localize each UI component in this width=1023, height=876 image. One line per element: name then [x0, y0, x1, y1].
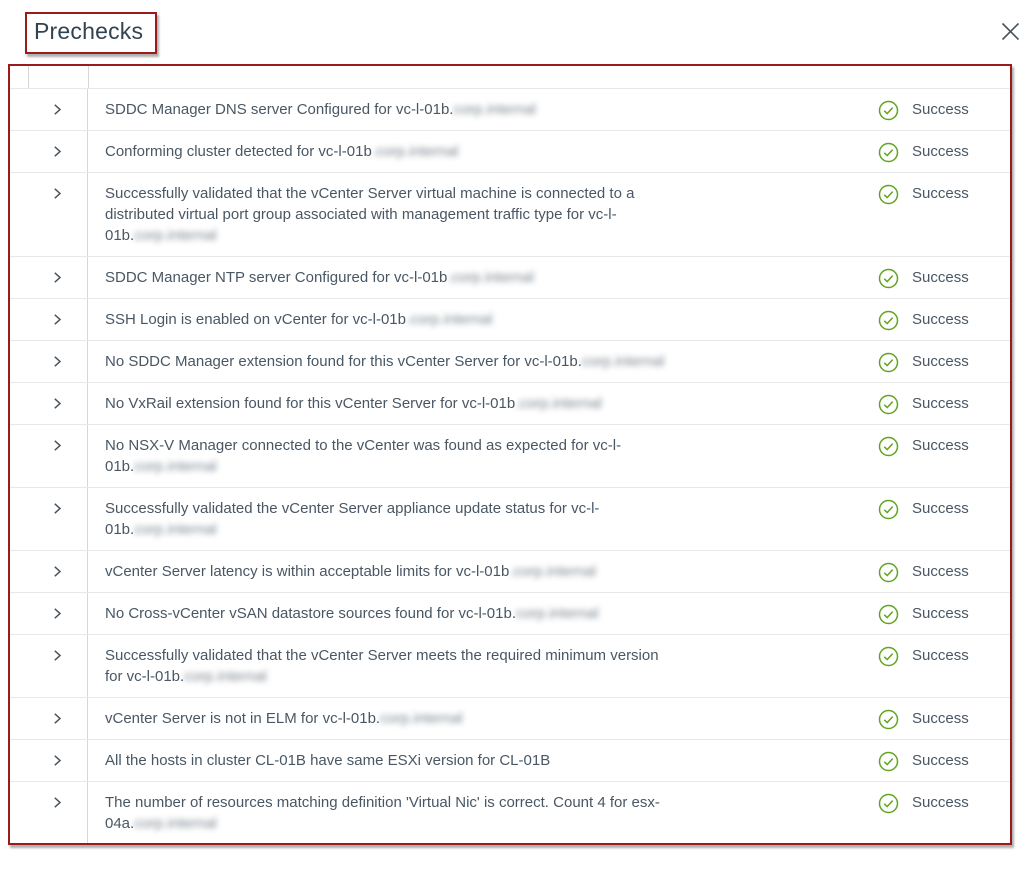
expand-row-button[interactable] [10, 299, 88, 340]
precheck-description: SDDC Manager DNS server Configured for vc-l-01b.corp.internal [105, 101, 537, 118]
precheck-status [878, 551, 1010, 592]
success-icon [878, 310, 899, 331]
precheck-status [878, 698, 1010, 739]
precheck-row [10, 131, 1010, 173]
status-label: Success [912, 101, 969, 118]
redacted-domain: corp.internal [380, 710, 463, 727]
redacted-domain: .corp.internal [509, 563, 597, 580]
precheck-status [878, 635, 1010, 697]
status-label: Success [912, 605, 969, 622]
precheck-row [10, 740, 1010, 782]
status-label: Success [912, 794, 969, 811]
expand-row-button[interactable] [10, 593, 88, 634]
column-divider [28, 66, 29, 88]
precheck-description: Successfully validated that the vCenter Server virtual machine is connected to a distributed virtual port group associated with management traffic type for vc-l- 01b.corp.internal [105, 185, 635, 244]
status-label: Success [912, 563, 969, 580]
status-label: Success [912, 311, 969, 328]
success-icon [878, 709, 899, 730]
expand-row-button[interactable] [10, 89, 88, 130]
status-label: Success [912, 143, 969, 160]
success-icon [878, 268, 899, 289]
close-button[interactable] [998, 19, 1022, 43]
success-icon [878, 646, 899, 667]
title-annotation-box [25, 12, 157, 54]
status-label: Success [912, 647, 969, 664]
status-label: Success [912, 500, 969, 517]
column-divider [88, 66, 89, 88]
precheck-description: vCenter Server latency is within acceptable limits for vc-l-01b.corp.internal [105, 563, 597, 580]
status-label: Success [912, 710, 969, 727]
precheck-status [878, 740, 1010, 781]
precheck-description: No Cross-vCenter vSAN datastore sources found for vc-l-01b.corp.internal [105, 605, 599, 622]
success-icon [878, 394, 899, 415]
redacted-domain: corp.internal [134, 458, 217, 475]
status-label: Success [912, 395, 969, 412]
chevron-right-icon [51, 796, 63, 809]
chevron-right-icon [51, 439, 63, 452]
success-icon [878, 184, 899, 205]
dialog-title: Prechecks [34, 18, 144, 44]
chevron-right-icon [51, 712, 63, 725]
chevron-right-icon [51, 355, 63, 368]
chevron-right-icon [51, 397, 63, 410]
precheck-description: No NSX-V Manager connected to the vCenter was found as expected for vc-l- 01b.corp.internal [105, 437, 622, 475]
close-icon [1001, 22, 1020, 41]
precheck-status [878, 131, 1010, 172]
redacted-domain: corp.internal [134, 521, 217, 538]
precheck-status [878, 299, 1010, 340]
chevron-right-icon [51, 103, 63, 116]
success-icon [878, 562, 899, 583]
precheck-description: Conforming cluster detected for vc-l-01b.corp.internal [105, 143, 459, 160]
precheck-status [878, 488, 1010, 550]
chevron-right-icon [51, 187, 63, 200]
precheck-description: All the hosts in cluster CL-01B have same ESXi version for CL-01B [105, 752, 551, 769]
success-icon [878, 604, 899, 625]
precheck-row [10, 173, 1010, 257]
precheck-row [10, 383, 1010, 425]
precheck-row [10, 257, 1010, 299]
redacted-domain: corp.internal [184, 668, 267, 685]
expand-row-button[interactable] [10, 425, 88, 487]
precheck-description: The number of resources matching definition 'Virtual Nic' is correct. Count 4 for esx- 04a.corp.internal [105, 794, 660, 832]
chevron-right-icon [51, 649, 63, 662]
expand-row-button[interactable] [10, 341, 88, 382]
precheck-row [10, 299, 1010, 341]
redacted-domain: corp.internal [134, 815, 217, 832]
redacted-domain: corp.internal [516, 605, 599, 622]
precheck-status [878, 593, 1010, 634]
expand-row-button[interactable] [10, 383, 88, 424]
expand-row-button[interactable] [10, 173, 88, 256]
redacted-domain: .corp.internal [515, 395, 602, 412]
partial-row-sliver [10, 66, 1010, 89]
precheck-row [10, 89, 1010, 131]
success-icon [878, 436, 899, 457]
precheck-description: No SDDC Manager extension found for this vCenter Server for vc-l-01b.corp.internal [105, 353, 665, 370]
status-label: Success [912, 437, 969, 454]
redacted-domain: corp.internal [134, 227, 217, 244]
precheck-description: SSH Login is enabled on vCenter for vc-l-01b.corp.internal [105, 311, 493, 328]
precheck-description: No VxRail extension found for this vCenter Server for vc-l-01b.corp.internal [105, 395, 602, 412]
prechecks-table [8, 64, 1012, 845]
expand-row-button[interactable] [10, 782, 88, 844]
precheck-description: vCenter Server is not in ELM for vc-l-01b.corp.internal [105, 710, 463, 727]
chevron-right-icon [51, 754, 63, 767]
status-label: Success [912, 269, 969, 286]
expand-row-button[interactable] [10, 740, 88, 781]
expand-row-button[interactable] [10, 257, 88, 298]
status-label: Success [912, 752, 969, 769]
expand-row-button[interactable] [10, 488, 88, 550]
precheck-row [10, 635, 1010, 698]
chevron-right-icon [51, 565, 63, 578]
redacted-domain: .corp.internal [447, 269, 535, 286]
expand-row-button[interactable] [10, 635, 88, 697]
chevron-right-icon [51, 271, 63, 284]
prechecks-rows [10, 89, 1010, 844]
expand-row-button[interactable] [10, 131, 88, 172]
success-icon [878, 499, 899, 520]
precheck-description: SDDC Manager NTP server Configured for vc-l-01b.corp.internal [105, 269, 535, 286]
precheck-status [878, 257, 1010, 298]
precheck-row [10, 698, 1010, 740]
precheck-status [878, 383, 1010, 424]
success-icon [878, 352, 899, 373]
precheck-row [10, 341, 1010, 383]
success-icon [878, 100, 899, 121]
precheck-status [878, 341, 1010, 382]
status-label: Success [912, 185, 969, 202]
redacted-domain: .corp.internal [371, 143, 459, 160]
precheck-status [878, 89, 1010, 130]
precheck-row [10, 782, 1010, 844]
chevron-right-icon [51, 313, 63, 326]
precheck-status [878, 782, 1010, 844]
redacted-domain: .corp.internal [406, 311, 493, 328]
precheck-row [10, 488, 1010, 551]
success-icon [878, 793, 899, 814]
expand-row-button[interactable] [10, 698, 88, 739]
precheck-status [878, 425, 1010, 487]
status-label: Success [912, 353, 969, 370]
precheck-description: Successfully validated that the vCenter Server meets the required minimum version for vc-l-01b.corp.internal [105, 647, 659, 685]
chevron-right-icon [51, 502, 63, 515]
success-icon [878, 142, 899, 163]
redacted-domain: corp.internal [581, 353, 665, 370]
redacted-domain: corp.internal [453, 101, 537, 118]
precheck-row [10, 593, 1010, 635]
chevron-right-icon [51, 145, 63, 158]
expand-row-button[interactable] [10, 551, 88, 592]
precheck-row [10, 425, 1010, 488]
success-icon [878, 751, 899, 772]
precheck-status [878, 173, 1010, 256]
chevron-right-icon [51, 607, 63, 620]
precheck-row [10, 551, 1010, 593]
precheck-description: Successfully validated the vCenter Server appliance update status for vc-l- 01b.corp.internal [105, 500, 600, 538]
